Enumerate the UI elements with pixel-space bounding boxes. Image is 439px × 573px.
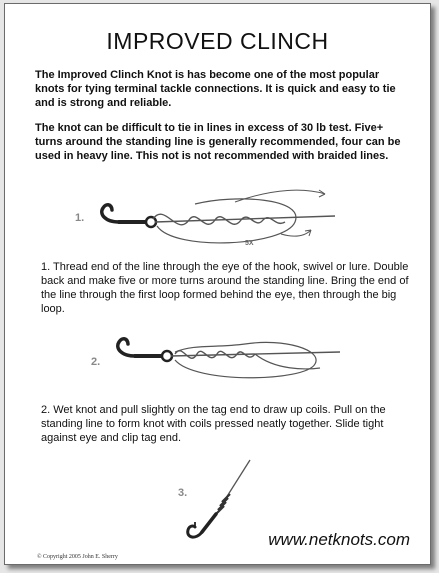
- turns-label: 5X: [245, 240, 254, 247]
- step-1-text: 1. Thread end of the line through the eye of the hook, swivel or lure. Double back and make five or more turns around the standing line. Bring the end of the line through the first loop formed behind the eye, then through the big loop.: [41, 261, 409, 315]
- page-title: IMPROVED CLINCH: [106, 28, 329, 54]
- step-2-text: 2. Wet knot and pull slightly on the tag end to draw up coils. Pull on the standing line to form knot with coils pressed neatly together. Slide tight against eye and clip tag end.: [41, 404, 386, 444]
- hook-eye: [162, 351, 172, 361]
- standing-line: [226, 460, 250, 498]
- finished-knot: [216, 494, 230, 514]
- intro-paragraph-2: The knot can be difficult to tie in lines in excess of 30 lb test. Five+ turns around the standing line is generally recommended, four can be used in heavy line. This not is not recommended with braided lines.: [35, 122, 401, 162]
- figure-1-illustration: [85, 182, 345, 252]
- pulled-loop: [175, 342, 316, 377]
- turn-arrow: [235, 190, 325, 202]
- figure-3-number: 3.: [178, 487, 188, 499]
- figure-1-number: 1.: [75, 212, 85, 224]
- hook-shank: [202, 514, 216, 532]
- figure-2-number: 2.: [91, 356, 101, 368]
- copyright-notice: © Copyright 2005 John E. Sherry: [37, 554, 118, 560]
- hook-eye: [146, 217, 156, 227]
- instruction-sheet: [4, 3, 431, 565]
- intro-paragraph-1: The Improved Clinch Knot is has become one of the most popular knots for tying terminal tackle connections. It is quick and easy to tie and is strong and reliable.: [35, 69, 396, 109]
- tag-end: [255, 354, 320, 369]
- website-link[interactable]: www.netknots.com: [268, 530, 410, 549]
- hook-bend: [188, 526, 202, 537]
- figure-3-illustration: [180, 456, 260, 542]
- figure-2-illustration: [105, 324, 345, 394]
